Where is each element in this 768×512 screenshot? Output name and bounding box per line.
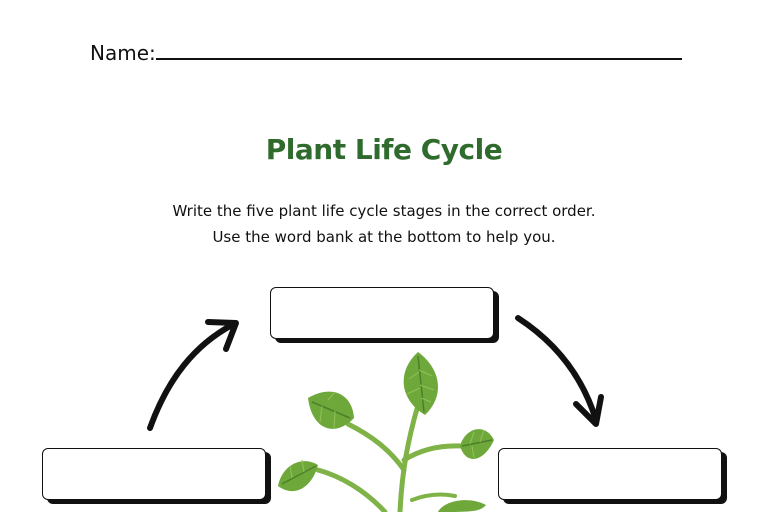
- name-write-line[interactable]: [156, 58, 682, 60]
- name-label: Name:: [90, 41, 156, 65]
- answer-box-top[interactable]: [270, 287, 494, 339]
- instruction-line-2: Use the word bank at the bottom to help you.: [212, 228, 556, 246]
- arrow-top-to-right-icon: [518, 318, 601, 424]
- arrow-left-to-top-icon: [150, 322, 236, 428]
- answer-box-left[interactable]: [42, 448, 266, 500]
- answer-box-right[interactable]: [498, 448, 722, 500]
- plant-illustration-icon: [278, 352, 494, 512]
- worksheet-title: Plant Life Cycle: [265, 133, 503, 166]
- instruction-line-1: Write the five plant life cycle stages in the correct order.: [172, 202, 596, 220]
- instructions: [0, 198, 768, 250]
- name-row: [90, 40, 682, 66]
